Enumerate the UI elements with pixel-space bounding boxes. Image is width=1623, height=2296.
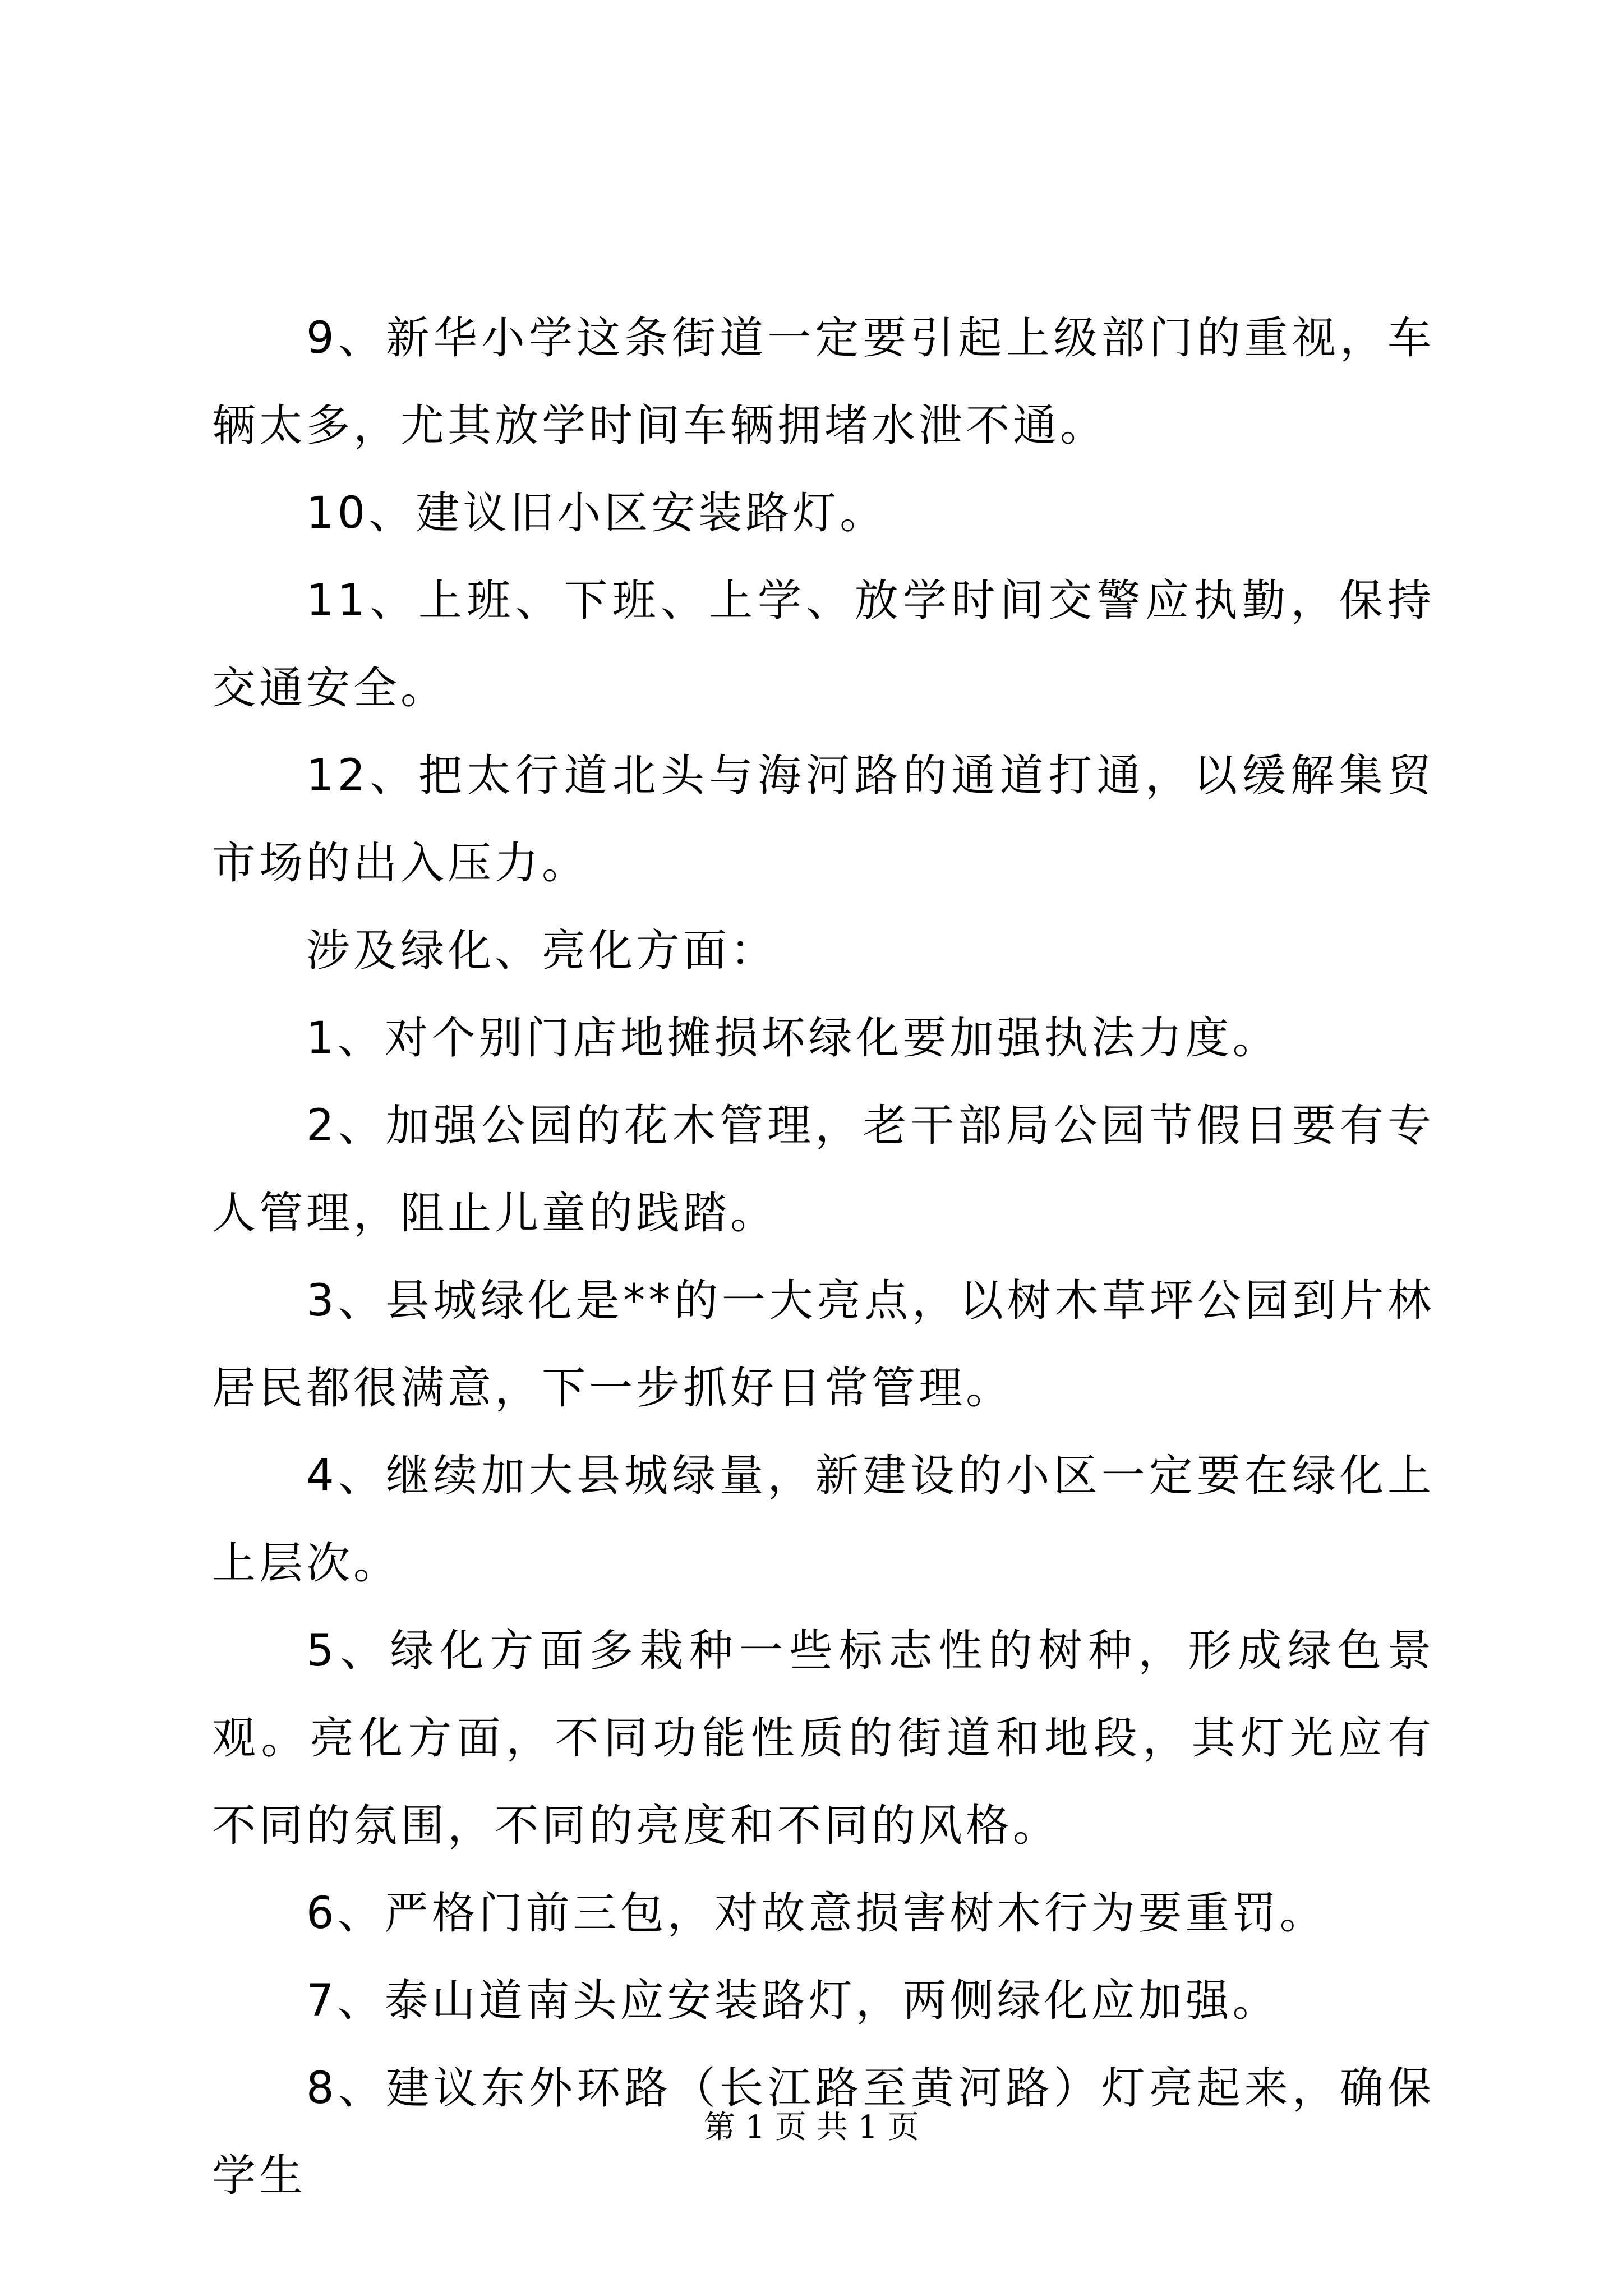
document-body bbox=[212, 295, 1435, 2220]
greening-item-4: 4、继续加大县城绿量，新建设的小区一定要在绿化上上层次。 bbox=[212, 1451, 1435, 1589]
paragraph-item-12: 12、把太行道北头与海河路的通道打通，以缓解集贸市场的出入压力。 bbox=[212, 751, 1435, 889]
paragraph-item-9: 9、新华小学这条街道一定要引起上级部门的重视，车辆太多，尤其放学时间车辆拥堵水泄不通。 bbox=[212, 313, 1435, 451]
page-number-footer: 第 1 页 共 1 页 bbox=[703, 2109, 920, 2146]
greening-item-3: 3、县城绿化是**的一大亮点，以树木草坪公园到片林居民都很满意，下一步抓好日常管理。 bbox=[212, 1276, 1435, 1414]
greening-item-1: 1、对个别门店地摊损坏绿化要加强执法力度。 bbox=[306, 1013, 1280, 1064]
greening-item-8: 8、建议东外环路（长江路至黄河路）灯亮起来，确保学生 bbox=[212, 2063, 1435, 2201]
greening-item-5: 5、绿化方面多栽种一些标志性的树种，形成绿色景观。亮化方面，不同功能性质的街道和地段，其灯光应有不同的氛围，不同的亮度和不同的风格。 bbox=[212, 1626, 1435, 1851]
paragraph-item-10: 10、建议旧小区安装路灯。 bbox=[306, 488, 887, 539]
greening-item-7: 7、泰山道南头应安装路灯，两侧绿化应加强。 bbox=[306, 1976, 1280, 2026]
section-heading-greening: 涉及绿化、亮化方面： bbox=[306, 926, 778, 976]
greening-item-6: 6、严格门前三包，对故意损害树木行为要重罚。 bbox=[306, 1888, 1327, 1939]
paragraph-item-11: 11、上班、下班、上学、放学时间交警应执勤，保持交通安全。 bbox=[212, 576, 1435, 714]
greening-item-2: 2、加强公园的花木管理，老干部局公园节假日要有专人管理，阻止儿童的践踏。 bbox=[212, 1101, 1435, 1239]
